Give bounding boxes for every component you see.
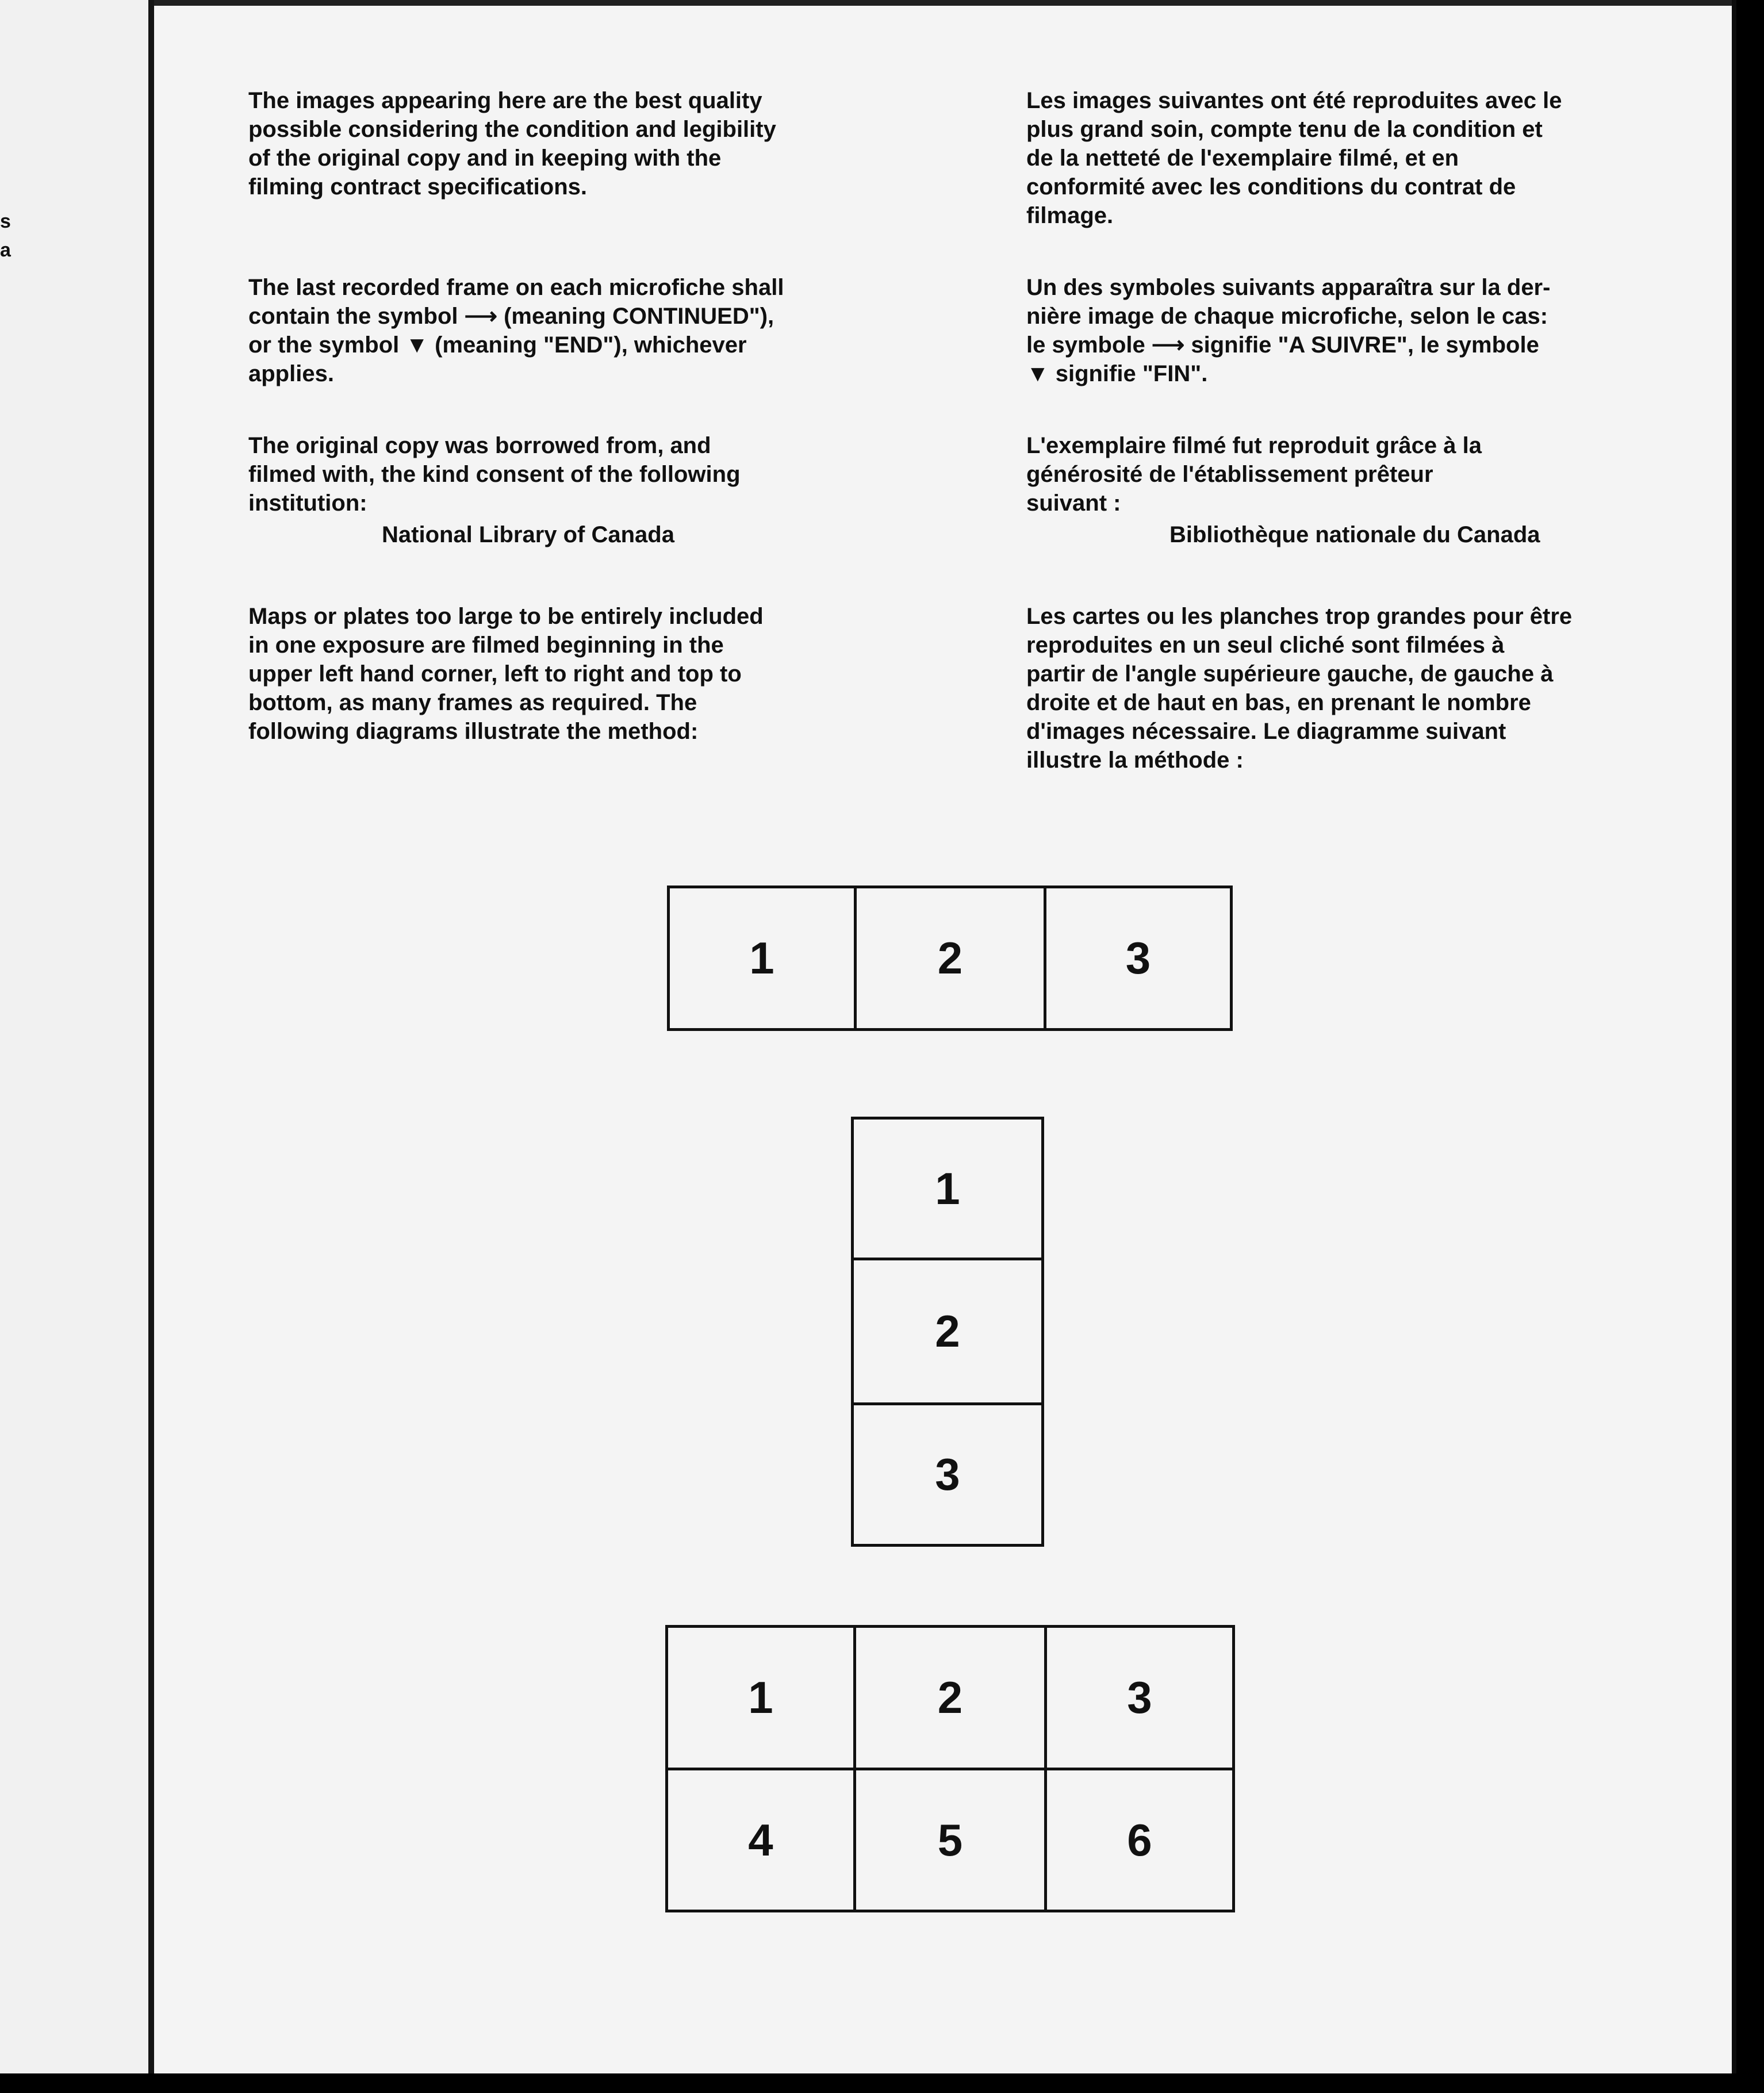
frame-cell: 1 (667, 885, 857, 1031)
symbol-statement-en: The last recorded frame on each microfiche shall contain the symbol ⟶ (meaning CONTINUED"), or the symbol ▼ (meaning "END"), whichever applies. (248, 275, 784, 386)
top-border (154, 0, 1736, 6)
quality-statement-fr: Les images suivantes ont été reproduites avec le plus grand soin, compte tenu de la condition et de la netteté de l'exemplaire filmé, et en conformité avec les conditions du contrat de filmage. (1026, 88, 1562, 228)
consent-statement-fr: L'exemplaire filmé fut reproduit grâce à la générosité de l'établissement prêteur suivant : (1026, 433, 1482, 516)
maps-statement-en: Maps or plates too large to be entirely included in one exposure are filmed beginning in the upper left hand corner, left to right and top to bottom, as many frames as required. The following diagrams illustrate the method: (248, 604, 764, 744)
symbol-statement-fr: Un des symboles suivants apparaîtra sur la der- nière image de chaque microfiche, selon le cas: le symbole ⟶ signifie "A SUIVRE", le symbole ▼ signifie "FIN". (1026, 275, 1551, 386)
quality-statement-en: The images appearing here are the best quality possible considering the condition and legibility of the original copy and in keeping with the filming contract specifications. (248, 88, 776, 200)
right-border (1732, 0, 1736, 2073)
frame-cell: 5 (853, 1768, 1047, 1912)
previous-frame-strip (0, 0, 148, 2073)
institution-name-fr: Bibliothèque nationale du Canada (1169, 522, 1540, 547)
frame-cell: 3 (1044, 1625, 1235, 1770)
diagram-row (667, 885, 1233, 1031)
frame-cell: 6 (1044, 1768, 1235, 1912)
frame-cell: 2 (851, 1258, 1044, 1405)
frame-cell: 2 (853, 1625, 1047, 1770)
institution-name-en: National Library of Canada (382, 522, 674, 547)
frame-cell: 1 (851, 1117, 1044, 1260)
frame-cell: 3 (1044, 885, 1233, 1031)
frame-cell: 3 (851, 1402, 1044, 1547)
edge-text-fragments (0, 207, 11, 264)
diagram-column (851, 1117, 1044, 1547)
frame-cell: 4 (665, 1768, 856, 1912)
edge-fragment: s (0, 210, 11, 232)
diagram-grid (665, 1625, 1235, 1912)
consent-statement-en: The original copy was borrowed from, and filmed with, the kind consent of the following institution: (248, 433, 741, 516)
frame-cell: 2 (854, 885, 1046, 1031)
frame-cell: 1 (665, 1625, 856, 1770)
edge-fragment: a (0, 239, 11, 261)
frame-divider (148, 0, 154, 2073)
maps-statement-fr: Les cartes ou les planches trop grandes pour être reproduites en un seul cliché sont filmées à partir de l'angle supérieure gauche, de gauche à droite et de haut en bas, en prenant le nombre d'images nécessaire. Le diagramme suivant illustre la méthode : (1026, 604, 1573, 773)
